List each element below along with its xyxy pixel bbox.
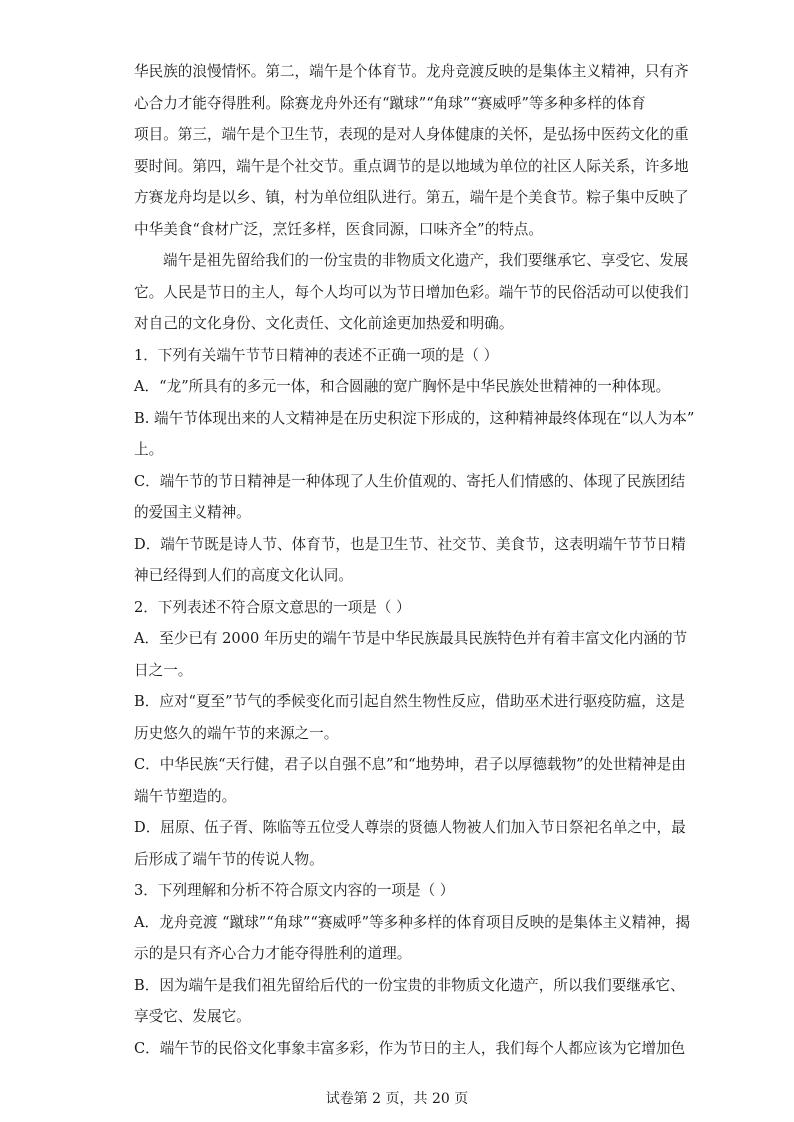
option-line: 日之一。 xyxy=(134,661,193,679)
option-line: A．至少已有 2000 年历史的端午节是中华民族最具民族特色并有着丰富文化内涵的节 xyxy=(134,630,688,647)
option-line: D．端午节既是诗人节、体育节，也是卫生节、社交节、美食节，这表明端午节节日精 xyxy=(134,535,686,553)
option-c xyxy=(134,472,686,524)
text-line: 心合力才能夺得胜利。除赛龙舟外还有“蹴球”“角球”“赛威呼”等多种多样的体育 xyxy=(134,94,646,112)
text-line: 中华美食“食材广泛，烹饪多样，医食同源，口味齐全”的特点。 xyxy=(134,220,543,238)
option-b xyxy=(134,692,686,744)
option-line: 享受它、发展它。 xyxy=(134,1008,251,1025)
option-line: D．屈原、伍子胥、陈临等五位受人尊崇的贤德人物被人们加入节日祭祀名单之中，最 xyxy=(134,819,686,836)
option-line: 神已经得到人们的高度文化认同。 xyxy=(134,567,353,584)
option-line: B．因为端午是我们祖先留给后代的一份宝贵的非物质文化遗产，所以我们要继承它、 xyxy=(134,976,685,994)
option-a xyxy=(134,913,691,965)
option-c xyxy=(134,755,686,807)
option-c xyxy=(134,1039,686,1059)
option-line: 端午节塑造的。 xyxy=(134,787,237,805)
option-b xyxy=(134,976,685,1028)
page-content xyxy=(134,62,695,1070)
option-line: C．中华民族“天行健，君子以自强不息”和“地势坤，君子以厚德载物”的处世精神是由 xyxy=(134,756,686,773)
text-line: 端午是祖先留给我们的一份宝贵的非物质文化遗产，我们要继承它、享受它、发展 xyxy=(163,252,689,269)
passage-paragraph xyxy=(134,62,689,240)
text-line: 项目。第三，端午是个卫生节，表现的是对人身体健康的关怀，是弘扬中医药文化的重 xyxy=(134,126,689,143)
option-line: C．端午节的节日精神是一种体现了人生价值观的、寄托人们情感的、体现了民族团结 xyxy=(134,472,686,490)
question-2 xyxy=(134,598,688,870)
text-line: 对自己的文化身份、文化责任、文化前途更加热爱和明确。 xyxy=(134,315,514,332)
option-b xyxy=(134,409,695,461)
text-line: 方赛龙舟均是以乡、镇，村为单位组队进行。第五，端午是个美食节。粽子集中反映了 xyxy=(134,189,689,206)
option-line: 后形成了端午节的传说人物。 xyxy=(134,850,324,868)
option-line: A．龙舟竞渡 “蹴球”“角球”“赛威呼”等多种多样的体育项目反映的是集体主义精神，揭 xyxy=(134,913,691,931)
option-line: A．“龙”所具有的多元一体，和合圆融的宽广胸怀是中华民族处世精神的一种体现。 xyxy=(134,378,671,395)
text-line: 要时间。第四，端午是个社交节。重点调节的是以地域为单位的社区人际关系，许多地 xyxy=(134,157,689,175)
option-a xyxy=(134,629,688,681)
question-stem: 1．下列有关端午节节日精神的表述不正确一项的是（ ） xyxy=(134,346,499,364)
passage-paragraph xyxy=(134,251,689,334)
option-line: 上。 xyxy=(134,441,164,458)
option-line: 历史悠久的端午节的来源之一。 xyxy=(134,724,339,742)
option-line: 示的是只有齐心合力才能夺得胜利的道理。 xyxy=(134,945,412,962)
option-line: B．应对“夏至”节气的季候变化而引起自然生物性反应，借助巫术进行驱疫防瘟，这是 xyxy=(134,693,686,710)
option-line: 的爱国主义精神。 xyxy=(134,504,251,521)
option-a xyxy=(134,377,671,397)
page-footer: 试卷第 2 页，共 20 页 xyxy=(325,1091,469,1107)
question-1 xyxy=(134,346,695,587)
option-line: B. 端午节体现出来的人文精神是在历史积淀下形成的，这种精神最终体现在“以人为本” xyxy=(134,409,695,427)
option-d xyxy=(134,535,686,587)
text-line: 它。人民是节日的主人，每个人均可以为节日增加色彩。端午节的民俗活动可以使我们 xyxy=(134,283,689,301)
text-line: 华民族的浪慢情怀。第二，端午是个体育节。龙舟竞渡反映的是集体主义精神，只有齐 xyxy=(134,63,689,80)
option-d xyxy=(134,818,686,870)
question-3 xyxy=(134,881,691,1059)
question-stem: 2．下列表述不符合原文意思的一项是（ ） xyxy=(134,598,411,616)
question-stem: 3．下列理解和分析不符合原文内容的一项是（ ） xyxy=(134,882,455,899)
option-line: C．端午节的民俗文化事象丰富多彩，作为节日的主人，我们每个人都应该为它增加色 xyxy=(134,1039,686,1057)
